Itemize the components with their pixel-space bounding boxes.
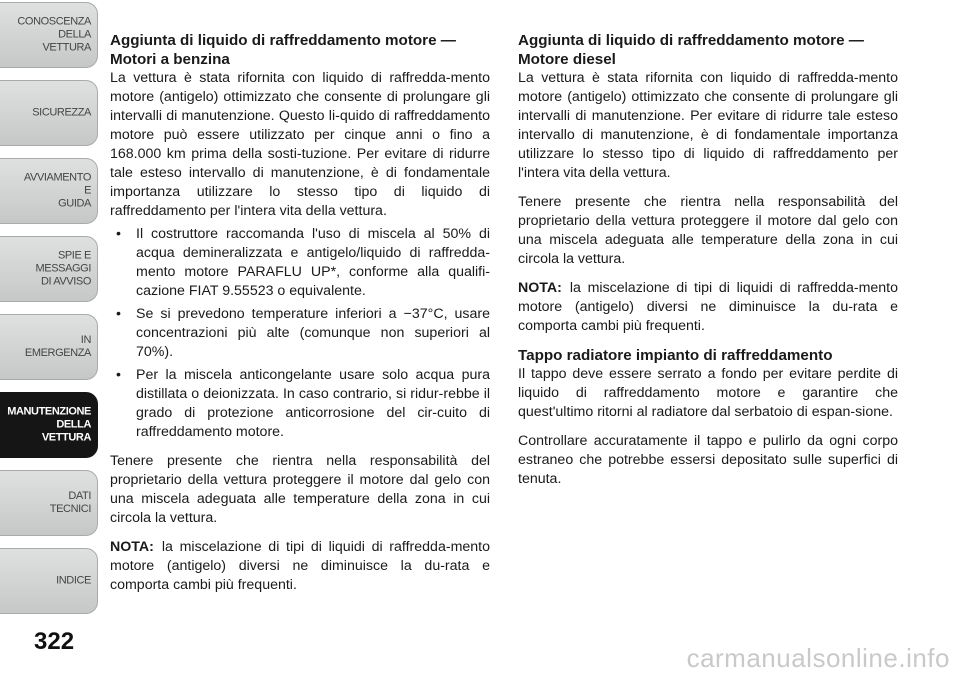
tab-indice[interactable] [0, 548, 98, 614]
tab-conoscenza-della-vettura[interactable] [0, 2, 98, 68]
tab-label: CONOSCENZA DELLA VETTURA [17, 15, 91, 54]
left-column [110, 31, 490, 605]
tab-manutenzione-della-vettura[interactable] [0, 392, 98, 458]
tab-label: AVVIAMENTO E GUIDA [23, 171, 91, 210]
intro-paragraph: La vettura è stata rifornita con liquido di raffredda-mento motore (antigelo) ottimizzato che consente di prolungare gli intervalli di manutenzione. Questo li-quido di raffreddamento motore può essere utilizzato per cinque anni o fino a 168.000 km prima della sosti-tuzione. Per evitare di ridurre tale esteso intervallo di manutenzione, è di fondamentale importanza utilizzare lo stesso tipo di liquido di raffreddamento per l'intera vita della vettura. [110, 70, 490, 219]
tab-label: IN EMERGENZA [24, 334, 91, 359]
tab-label: SICUREZZA [32, 106, 91, 119]
tab-sicurezza[interactable] [0, 80, 98, 146]
tab-label: DATI TECNICI [49, 490, 91, 515]
tab-dati-tecnici[interactable] [0, 470, 98, 536]
tab-label: INDICE [56, 574, 91, 587]
tab-spie-e-messaggi[interactable] [0, 236, 98, 302]
cap-paragraph: Il tappo deve essere serrato a fondo per evitare perdite di liquido di raffreddamento motore e garantire che quest'ultimo ritorni al radiatore dal serbatoio di espan-sione. [518, 366, 898, 420]
note-label: NOTA: [518, 280, 562, 296]
check-paragraph: Controllare accuratamente il tappo e pulirlo da ogni corpo estraneo che potrebbe essersi depositato sulle superfici di tenuta. [518, 433, 898, 487]
note-paragraph [110, 538, 490, 595]
note-text: la miscelazione di tipi di liquidi di raffredda-mento motore (antigelo) diversi ne diminuisce la du-rata e comporta cambi più frequenti. [518, 280, 898, 334]
section-heading-petrol: Aggiunta di liquido di raffreddamento motore — Motori a benzina [110, 32, 456, 68]
tab-avviamento-e-guida[interactable] [0, 158, 98, 224]
chapter-sidebar [0, 0, 100, 678]
list-item: • Se si prevedono temperature inferiori a −37°C, usare concentrazioni più alte (comunque non superiori al 70%). [110, 305, 490, 362]
note-label: NOTA: [110, 539, 154, 555]
right-column [518, 31, 898, 499]
owner-paragraph: Tenere presente che rientra nella responsabilità del proprietario della vettura proteggere il motore dal gelo con una miscela adeguata alle temperature della zona in cui circola la vettura. [110, 453, 490, 526]
watermark: carmanualsonline.info [686, 643, 950, 673]
owner-paragraph: Tenere presente che rientra nella responsabilità del proprietario della vettura proteggere il motore dal gelo con una miscela adeguata alle temperature della zona in cui circola la vettura. [518, 194, 898, 267]
tab-in-emergenza[interactable] [0, 314, 98, 380]
page-number: 322 [34, 628, 75, 655]
intro-paragraph: La vettura è stata rifornita con liquido di raffredda-mento motore (antigelo) ottimizzato che consente di prolungare gli intervalli di manutenzione. Per evitare di ridurre tale esteso intervallo di manutenzione, è di fondamentale importanza utilizzare lo stesso tipo di liquido di raffreddamento per l'intera vita della vettura. [518, 70, 898, 181]
list-item: • Il costruttore raccomanda l'uso di miscela al 50% di acqua demineralizzata e antigelo/liquido di raffredda-mento motore PARAFLU UP*, conforme alla qualifi-cazione FIAT 9.55523 o equivalente. [110, 225, 490, 301]
tab-label: MANUTENZIONE DELLA VETTURA [7, 405, 91, 444]
list-item: • Per la miscela anticongelante usare solo acqua pura distillata o deionizzata. In caso contrario, si ridur-rebbe il grado di protezione anticorrosione del cir-cuito di raffreddamento motore. [110, 366, 490, 442]
bullet-list [110, 225, 490, 442]
note-paragraph [518, 279, 898, 336]
tab-label: SPIE E MESSAGGI DI AVVISO [35, 249, 91, 288]
section-heading-radiator-cap: Tappo radiatore impianto di raffreddamento [518, 347, 833, 364]
note-text: la miscelazione di tipi di liquidi di raffredda-mento motore (antigelo) diversi ne diminuisce la du-rata e comporta cambi più frequenti. [110, 539, 490, 593]
section-heading-diesel: Aggiunta di liquido di raffreddamento motore — Motore diesel [518, 32, 864, 68]
